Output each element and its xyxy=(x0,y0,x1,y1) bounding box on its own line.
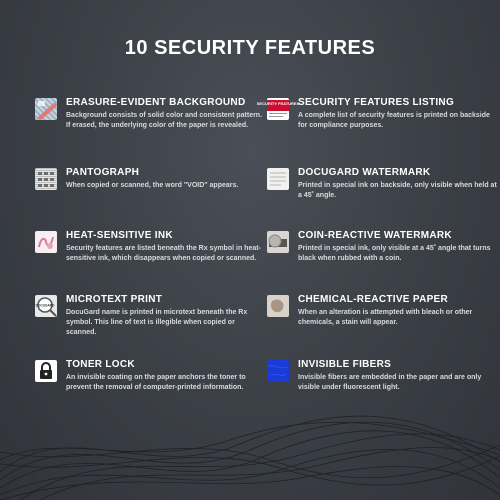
lock-icon xyxy=(35,360,57,382)
feature-title: PANTOGRAPH xyxy=(66,167,140,178)
erasure-swatch-icon xyxy=(35,98,57,120)
feature-title: INVISIBLE FIBERS xyxy=(298,359,392,370)
heat-ink-icon xyxy=(35,231,57,253)
feature-title: HEAT-SENSITIVE INK xyxy=(66,230,173,241)
feature-title: CHEMICAL-REACTIVE PAPER xyxy=(298,294,449,305)
coin-icon xyxy=(267,231,289,253)
feature-description: When an alteration is attempted with bleach or other chemicals, a stain will appear. xyxy=(298,309,473,326)
feature-description: When copied or scanned, the word "VOID" appears. xyxy=(66,182,239,189)
watermark-icon xyxy=(267,168,289,190)
fibers-icon xyxy=(267,360,289,382)
icon-microtext: DOCUGARD xyxy=(35,303,55,308)
feature-description: An invisible coating on the paper anchors the toner to prevent the removal of computer-printed information. xyxy=(66,374,246,391)
feature-description: Background consists of solid color and consistent pattern. If erased, the underlying color of the paper is revealed. xyxy=(66,112,263,129)
stain-icon xyxy=(267,295,289,317)
page-title: 10 SECURITY FEATURES xyxy=(124,37,376,59)
feature-title: COIN-REACTIVE WATERMARK xyxy=(298,230,452,241)
void-pattern-icon xyxy=(35,168,57,190)
feature-title: DOCUGARD WATERMARK xyxy=(298,167,431,178)
feature-description: Security features are listed beneath the Rx symbol in heat-sensitive ink, which disappears when copied or scanned. xyxy=(66,245,261,262)
security-features-label-icon xyxy=(256,98,300,120)
feature-title: TONER LOCK xyxy=(66,359,135,370)
feature-title: SECURITY FEATURES LISTING xyxy=(298,97,455,108)
feature-description: Invisible fibers are embedded in the paper and are only visible under fluorescent light. xyxy=(298,374,482,391)
feature-description: Printed in special ink on backside, only visible when held at a 45˚ angle. xyxy=(298,182,497,199)
feature-description: A complete list of security features is printed on backside for compliance purposes. xyxy=(298,112,490,129)
feature-title: ERASURE-EVIDENT BACKGROUND xyxy=(66,97,246,108)
feature-title: MICROTEXT PRINT xyxy=(66,294,163,305)
icon-label-text: SECURITY FEATURES xyxy=(256,101,300,106)
feature-description: Printed in special ink, only visible at a 45˚ angle that turns black when rubbed with a coin. xyxy=(298,245,491,262)
feature-description: DocuGard name is printed in microtext beneath the Rx symbol. This line of text is illegible when copied or scanned. xyxy=(66,309,248,336)
magnifier-icon xyxy=(35,295,57,317)
